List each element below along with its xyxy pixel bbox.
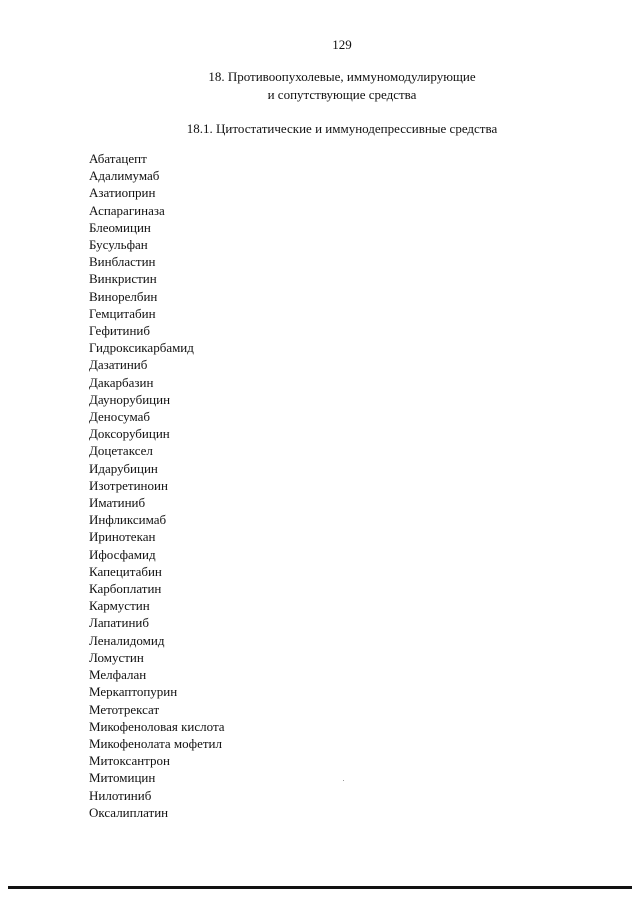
drug-list-item: Блеомицин <box>89 219 151 235</box>
drug-list-item: Изотретиноин <box>89 477 168 493</box>
drug-list-item: Гидроксикарбамид <box>89 340 194 356</box>
drug-list-item: Митоксантрон <box>89 753 170 769</box>
drug-list-item: Митомицин <box>89 770 156 786</box>
drug-list <box>89 150 225 821</box>
drug-list-item: Леналидомид <box>89 632 165 648</box>
drug-list-item: Абатацепт <box>89 151 147 166</box>
drug-list-item: Ломустин <box>89 649 144 665</box>
section-title-line-2: и сопутствующие средства <box>267 87 417 102</box>
drug-list-item: Кармустин <box>89 598 150 614</box>
scan-speck <box>343 780 344 781</box>
drug-list-item: Метотрексат <box>89 701 160 717</box>
drug-list-item: Винорелбин <box>89 288 158 304</box>
drug-list-item: Гефитиниб <box>89 323 151 339</box>
drug-list-item: Бусульфан <box>89 237 148 253</box>
drug-list-item: Ифосфамид <box>89 546 156 562</box>
subsection-title: 18.1. Цитостатические и иммунодепрессивные средства <box>186 121 498 136</box>
drug-list-item: Аспарагиназа <box>89 202 165 218</box>
drug-list-item: Дазатиниб <box>89 357 148 373</box>
drug-list-item: Доксорубицин <box>89 426 170 442</box>
drug-list-item: Деносумаб <box>89 409 151 425</box>
drug-list-item: Инфликсимаб <box>89 512 167 528</box>
drug-list-item: Дакарбазин <box>89 374 154 390</box>
page-number: 129 <box>332 37 352 52</box>
drug-list-item: Иматиниб <box>89 495 146 511</box>
drug-list-item: Идарубицин <box>89 460 158 476</box>
drug-list-item: Адалимумаб <box>89 168 160 184</box>
drug-list-item: Мелфалан <box>89 667 147 683</box>
drug-list-item: Лапатиниб <box>89 615 149 631</box>
drug-list-item: Нилотиниб <box>89 787 152 803</box>
drug-list-item: Оксалиплатин <box>89 804 169 820</box>
drug-list-item: Микофенолата мофетил <box>89 735 222 751</box>
drug-list-item: Даунорубицин <box>89 391 171 407</box>
drug-list-item: Винкристин <box>89 271 157 287</box>
drug-list-item: Азатиоприн <box>89 185 156 201</box>
drug-list-item: Капецитабин <box>89 563 162 579</box>
drug-list-item: Доцетаксел <box>89 443 153 459</box>
section-title <box>0 68 640 104</box>
section-title-line-1: 18. Противоопухолевые, иммуномодулирующие <box>208 69 476 84</box>
drug-list-item: Винбластин <box>89 254 156 270</box>
drug-list-item: Меркаптопурин <box>89 684 178 700</box>
drug-list-item: Карбоплатин <box>89 581 162 597</box>
page-bottom-rule <box>8 886 632 889</box>
drug-list-item: Микофеноловая кислота <box>89 718 225 734</box>
drug-list-item: Иринотекан <box>89 529 156 545</box>
drug-list-item: Гемцитабин <box>89 305 156 321</box>
